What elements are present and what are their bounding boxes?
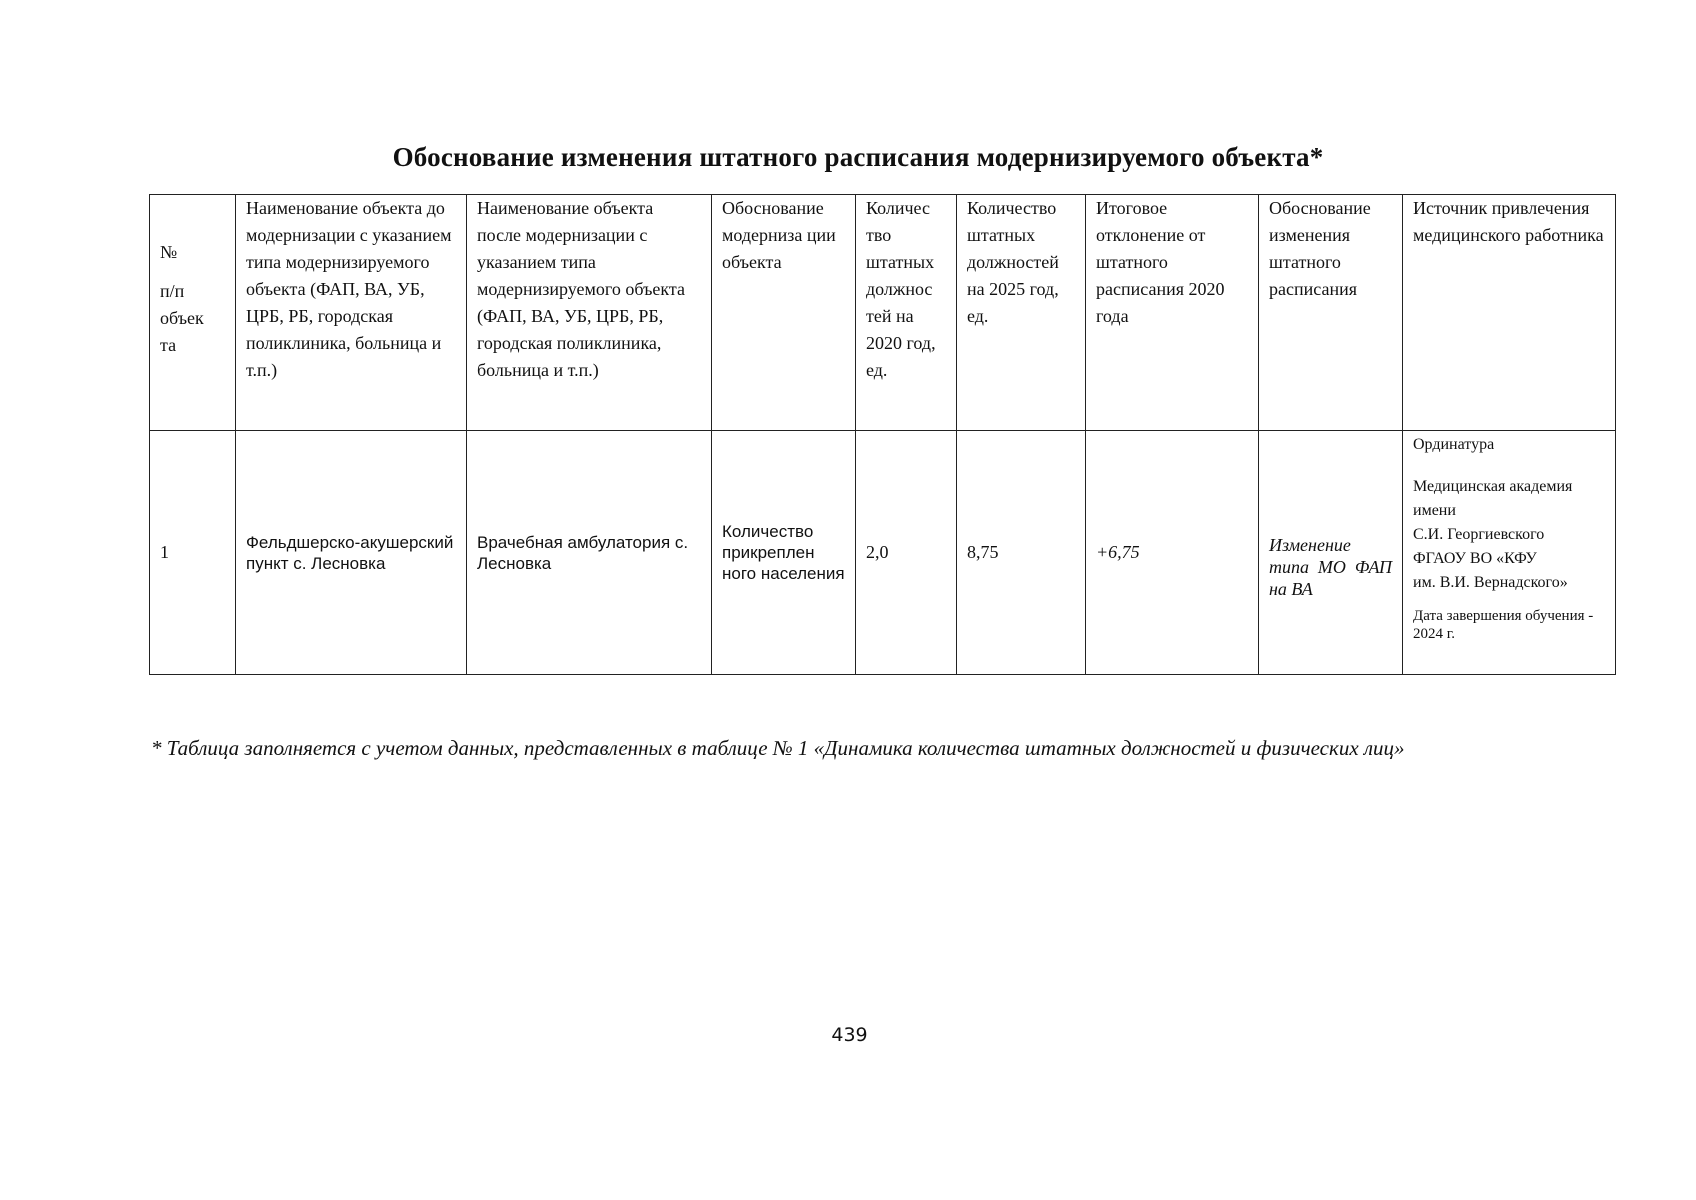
source-line6: Дата завершения обучения - 2024 г. bbox=[1413, 608, 1594, 642]
header-justification: Обоснование модерниза ции объекта bbox=[712, 195, 856, 431]
header-after: Наименование объекта после модернизации с указанием типа модернизируемого объекта (ФАП, ВА, УБ, ЦРБ, РБ, городская поликлиника, больница и т.п.) bbox=[467, 195, 712, 431]
header-deviation: Итоговое отклонение от штатного расписания 2020 года bbox=[1086, 195, 1259, 431]
source-line2: Медицинская академия имени bbox=[1413, 478, 1573, 519]
table-row bbox=[150, 431, 1616, 675]
header-source: Источник привлечения медицинского работника bbox=[1403, 195, 1616, 431]
header-staff-2020: Количес тво штатных должнос тей на 2020 год, ед. bbox=[856, 195, 957, 431]
source-line1: Ординатура bbox=[1413, 436, 1495, 453]
page-title: Обоснование изменения штатного расписания модернизируемого объекта* bbox=[392, 142, 1324, 172]
source-line5: им. В.И. Вернадского» bbox=[1413, 574, 1568, 591]
page-number: 439 bbox=[831, 1024, 868, 1046]
source-line3: С.И. Георгиевского bbox=[1413, 526, 1545, 543]
cell-before: Фельдшерско-акушерский пункт с. Лесновка bbox=[236, 431, 467, 675]
header-num-line2: п/п bbox=[160, 281, 185, 301]
cell-num: 1 bbox=[150, 431, 236, 675]
header-num bbox=[150, 195, 236, 431]
cell-after: Врачебная амбулатория с. Лесновка bbox=[467, 431, 712, 675]
cell-source bbox=[1403, 431, 1616, 675]
cell-justification: Количество прикреплен ного населения bbox=[712, 431, 856, 675]
header-before: Наименование объекта до модернизации с указанием типа модернизируемого объекта (ФАП, ВА, УБ, ЦРБ, РБ, городская поликлиника, больница и т.п.) bbox=[236, 195, 467, 431]
footnote: * Таблица заполняется с учетом данных, представленных в таблице № 1 «Динамика количества штатных должностей и физических лиц» bbox=[151, 736, 1405, 760]
header-num-line1: № bbox=[160, 242, 178, 262]
header-staff-change-reason: Обоснование изменения штатного расписания bbox=[1259, 195, 1403, 431]
cell-deviation: +6,75 bbox=[1086, 431, 1259, 675]
cell-staff-2020: 2,0 bbox=[856, 431, 957, 675]
header-num-line4: та bbox=[160, 335, 177, 355]
cell-staff-2025: 8,75 bbox=[957, 431, 1086, 675]
header-staff-2025: Количество штатных должностей на 2025 год, ед. bbox=[957, 195, 1086, 431]
staff-justification-table bbox=[149, 194, 1616, 675]
header-num-line3: объек bbox=[160, 308, 204, 328]
table-header-row bbox=[150, 195, 1616, 431]
source-line4: ФГАОУ ВО «КФУ bbox=[1413, 550, 1537, 567]
cell-staff-change-reason: Изменение типа МО ФАП на ВА bbox=[1259, 431, 1403, 675]
